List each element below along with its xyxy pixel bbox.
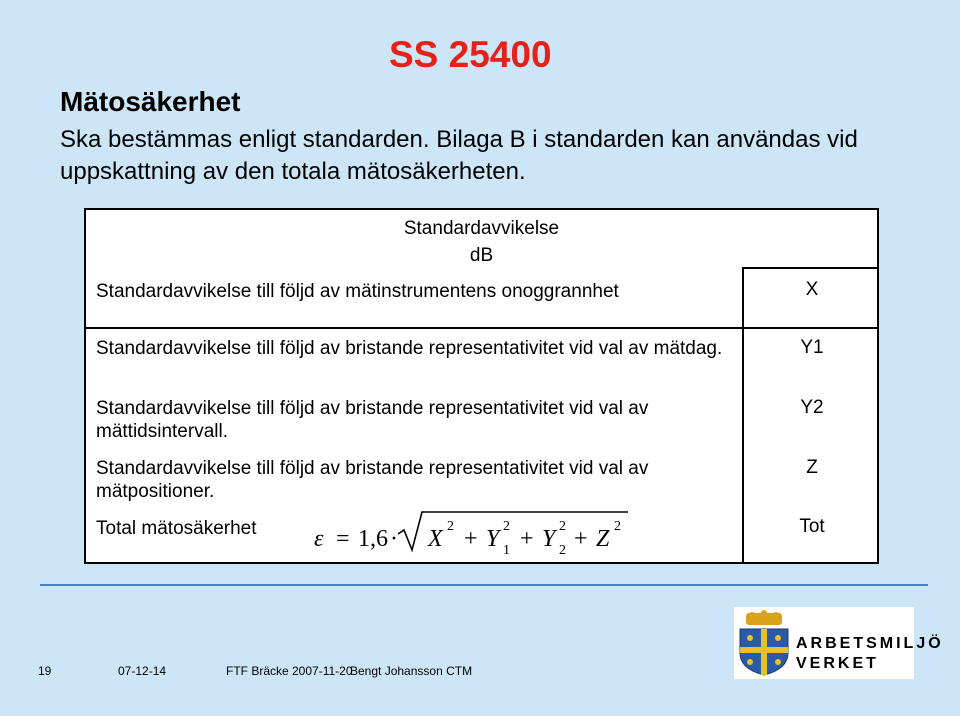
slide-heading: Mätosäkerhet: [60, 86, 241, 117]
table-header-title: Standardavvikelse: [403, 218, 560, 239]
table-row-label: Standardavvikelse till följd av bristande representativitet vid val av mätpositioner.: [96, 458, 649, 502]
total-uncertainty-formula: [308, 506, 638, 562]
formula-plus: +: [464, 526, 478, 552]
formula-dot: ·: [390, 526, 398, 552]
formula-plus: +: [520, 526, 534, 552]
formula-equals: =: [336, 526, 350, 552]
table-header-unit: dB: [469, 245, 494, 266]
table-row-label: Standardavvikelse till följd av mätinstrumentens onoggrannhet: [96, 281, 619, 302]
table-row-label: Standardavvikelse till följd av bristande representativitet vid val av mätdag.: [96, 338, 723, 359]
formula-term-sup: 2: [503, 519, 510, 534]
footer-event: FTF Bräcke 2007-11-20: [226, 664, 353, 678]
slide-code: SS 25400: [389, 34, 552, 75]
formula-term-base: Z: [596, 526, 610, 552]
formula-term-base: Y: [542, 526, 556, 552]
formula-term-base: X: [428, 526, 443, 552]
table-row-label: Total mätosäkerhet: [96, 518, 257, 539]
footer-date: 07-12-14: [118, 664, 167, 678]
table-row-symbol: Tot: [799, 516, 825, 537]
arbetsmiljoverket-logo: [734, 607, 944, 679]
table-row-label: Standardavvikelse till följd av bristande representativitet vid val av mättidsintervall.: [96, 398, 649, 442]
table-divider: [742, 267, 877, 269]
footer-author: Bengt Johansson CTM: [350, 664, 473, 678]
formula-plus: +: [574, 526, 588, 552]
table-row-symbol: X: [805, 279, 819, 300]
formula-epsilon: ε: [314, 526, 324, 552]
formula-factor: 1,6: [358, 526, 388, 552]
uncertainty-table: [84, 208, 879, 564]
formula-term-sub: 2: [559, 543, 566, 558]
logo-line-2: VERKET: [796, 655, 879, 672]
table-row-symbol: Y1: [800, 337, 824, 358]
table-divider: [86, 327, 877, 329]
logo-line-1: ARBETSMILJÖ: [796, 635, 944, 652]
formula-term-sub: 1: [503, 543, 510, 558]
intro-text: Ska bestämmas enligt standarden. Bilaga B i standarden kan användas vid uppskattning av den totala mätosäkerheten.: [60, 126, 858, 185]
formula-term-sup: 2: [614, 519, 621, 534]
formula-term-sup: 2: [559, 519, 566, 534]
coat-of-arms-icon: [736, 609, 792, 677]
page-number: 19: [38, 664, 52, 678]
table-row-symbol: Z: [806, 457, 818, 478]
formula-term-base: Y: [486, 526, 500, 552]
formula-term-sup: 2: [447, 519, 454, 534]
table-row-symbol: Y2: [800, 397, 824, 418]
footer-divider: [40, 584, 928, 586]
